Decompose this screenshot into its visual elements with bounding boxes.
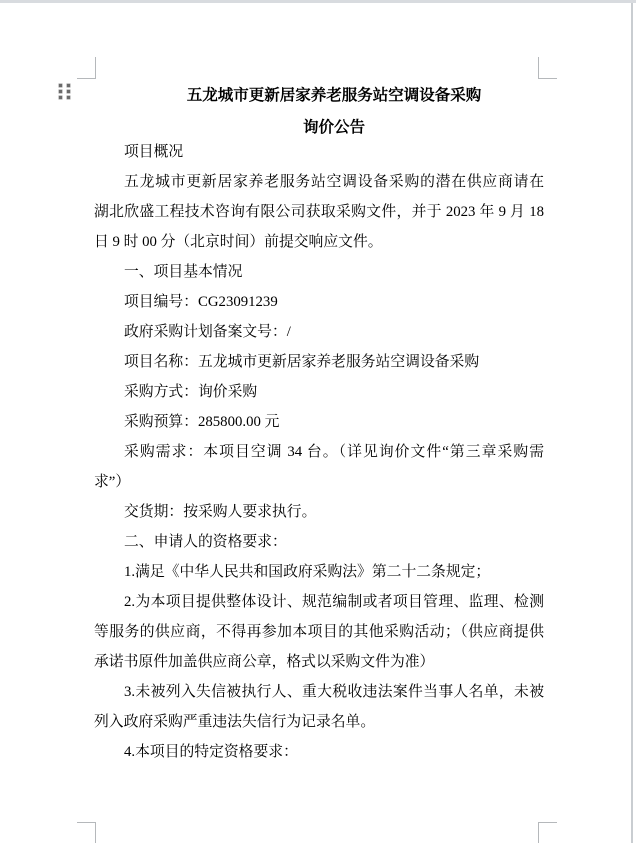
six-dot-drag-handle-icon[interactable] [59, 84, 70, 99]
margin-crop-mark-top-right [538, 57, 557, 79]
text-line[interactable]: 采购需求：本项目空调 34 台。（详见询价文件“第三章采购需 [124, 444, 544, 460]
document-title-block [94, 80, 544, 144]
text-line[interactable]: 列入政府采购严重违法失信行为记录名单。 [94, 714, 376, 730]
text-line[interactable]: 1.满足《中华人民共和国政府采购法》第二十二条规定； [124, 564, 491, 580]
margin-crop-mark-bottom-left [77, 822, 96, 843]
text-line[interactable]: 3.未被列入失信被执行人、重大税收违法案件当事人名单，未被 [124, 684, 544, 700]
margin-crop-mark-bottom-right [538, 822, 557, 843]
text-line[interactable]: 五龙城市更新居家养老服务站空调设备采购的潜在供应商请在 [124, 174, 544, 190]
text-line[interactable]: 2.为本项目提供整体设计、规范编制或者项目管理、监理、检测 [124, 594, 544, 610]
text-line[interactable]: 政府采购计划备案文号：/ [124, 324, 291, 340]
margin-crop-mark-top-left [77, 57, 96, 79]
text-line[interactable]: 4.本项目的特定资格要求： [124, 744, 298, 760]
page-right-edge-line [631, 3, 633, 843]
window-top-edge [0, 0, 636, 3]
text-line[interactable]: 湖北欣盛工程技术咨询有限公司获取采购文件，并于 2023 年 9 月 18 [94, 204, 544, 220]
text-line[interactable]: 一、项目基本情况 [124, 264, 243, 280]
text-line[interactable]: 日 9 时 00 分（北京时间）前提交响应文件。 [94, 234, 383, 250]
text-line[interactable]: 交货期：按采购人要求执行。 [124, 504, 317, 520]
text-line[interactable]: 求”） [94, 474, 131, 490]
text-line[interactable]: 采购预算：285800.00 元 [124, 414, 280, 430]
text-line[interactable]: 采购方式：询价采购 [124, 384, 258, 400]
text-line[interactable]: 等服务的供应商，不得再参加本项目的其他采购活动；（供应商提供 [94, 624, 544, 640]
text-line[interactable]: 二、申请人的资格要求： [124, 534, 287, 550]
text-line[interactable]: 项目编号：CG23091239 [124, 294, 278, 310]
document-title[interactable]: 五龙城市更新居家养老服务站空调设备采购 [186, 87, 482, 104]
document-body[interactable] [94, 137, 544, 767]
text-line[interactable]: 承诺书原件加盖供应商公章，格式以采购文件为准） [94, 654, 435, 670]
text-line[interactable]: 项目概况 [124, 144, 184, 160]
text-line[interactable]: 项目名称：五龙城市更新居家养老服务站空调设备采购 [124, 354, 480, 370]
document-subtitle[interactable]: 询价公告 [302, 119, 365, 136]
